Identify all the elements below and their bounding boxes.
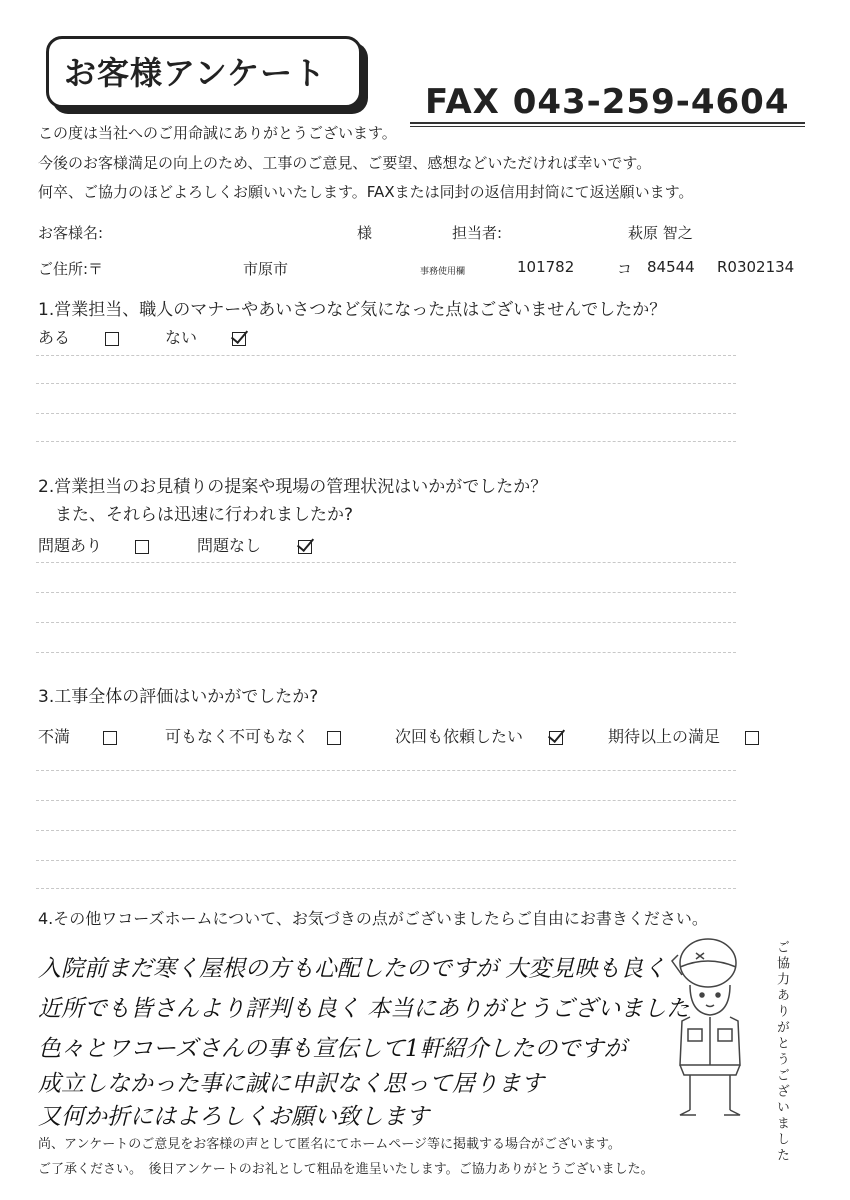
answer-line [36, 888, 736, 889]
question-3: 3.工事全体の評価はいかがでしたか? [38, 687, 319, 707]
answer-line [36, 592, 736, 593]
q3-checkbox-request-again[interactable] [549, 727, 563, 746]
answer-line [36, 622, 736, 623]
answer-line [36, 441, 736, 442]
q1-checkbox-no[interactable] [232, 328, 246, 347]
q3-option-label: 不満 [38, 727, 71, 746]
q1-checkbox-yes[interactable] [105, 328, 119, 347]
footer-line-1: 尚、アンケートのご意見をお客様の声として匿名にてホームページ等に掲載する場合がございます。 [38, 1137, 621, 1152]
answer-line [36, 860, 736, 861]
customer-name-label: お客様名: [38, 224, 104, 242]
q3-option-label: 可もなく不可もなく [165, 727, 310, 746]
intro-line-1: この度は当社へのご用命誠にありがとうございます。 [38, 124, 397, 142]
question-1: 1.営業担当、職人のマナーやあいさつなど気になった点はございませんでしたか？ [38, 300, 667, 320]
office-use-label: 事務使用欄 [420, 267, 466, 277]
q3-checkbox-exceeded[interactable] [745, 727, 759, 746]
question-4: 4.その他ワコーズホームについて、お気づきの点がございましたらご自由にお書きください。 [38, 909, 708, 928]
intro-line-3: 何卒、ご協力のほどよろしくお願いいたします。FAXまたは同封の返信用封筒にて返送願います。 [38, 183, 694, 201]
answer-line [36, 770, 736, 771]
address-label: ご住所:〒 [38, 260, 104, 278]
honorific: 様 [357, 224, 373, 242]
intro-line-2: 今後のお客様満足の向上のため、工事のご意見、ご要望、感想などいただければ幸いです。 [38, 154, 652, 172]
q3-option-label: 次回も依頼したい [395, 727, 524, 746]
thanks-vertical: ご協力ありがとうございました [774, 940, 789, 1164]
question-2-sub: また、それらは迅速に行われましたか? [55, 505, 354, 525]
q3-checkbox-neutral[interactable] [327, 727, 341, 746]
office-code-1: 101782 [517, 258, 575, 276]
footer-line-2: ご了承ください。 後日アンケートのお礼として粗品を進呈いたします。ご協力ありがとうございました。 [38, 1162, 654, 1177]
fax-underline-thin [410, 126, 805, 127]
answer-line [36, 800, 736, 801]
handwritten-line-4: 成立しなかった事に誠に申訳なく思って居ります [38, 1071, 544, 1097]
handwritten-line-2: 近所でも皆さんより評判も良く 本当にありがとうございました [38, 996, 690, 1022]
q2-option-label: 問題あり [38, 536, 103, 555]
staff-label: 担当者: [452, 224, 503, 242]
answer-line [36, 413, 736, 414]
q3-option-label: 期待以上の満足 [608, 727, 721, 746]
answer-line [36, 355, 736, 356]
handwritten-line-3: 色々とワコーズさんの事も宣伝して1軒紹介したのですが [38, 1036, 627, 1062]
q1-option-label: ある [38, 328, 71, 347]
staff-name: 萩原 智之 [628, 224, 693, 242]
answer-line [36, 562, 736, 563]
worker-illustration [660, 925, 760, 1125]
answer-line [36, 652, 736, 653]
page-title: お客様アンケート [64, 54, 327, 92]
fax-underline [410, 122, 805, 124]
q3-checkbox-dissatisfied[interactable] [103, 727, 117, 746]
q2-checkbox-no-problem[interactable] [298, 536, 312, 555]
answer-line [36, 830, 736, 831]
handwritten-line-1: 入院前まだ寒く屋根の方も心配したのですが 大変見映も良く [38, 956, 667, 982]
handwritten-line-5: 又何か折にはよろしくお願い致します [38, 1104, 429, 1130]
q2-option-label: 問題なし [197, 536, 262, 555]
office-code-2: 84544 [647, 258, 695, 276]
q2-checkbox-problem[interactable] [135, 536, 149, 555]
fax-number: FAX 043-259-4604 [425, 82, 790, 122]
office-code-3: R0302134 [717, 258, 795, 276]
office-code-mark: コ [617, 260, 633, 278]
answer-line [36, 383, 736, 384]
address-city: 市原市 [243, 260, 289, 278]
q1-option-label: ない [165, 328, 198, 347]
question-2: 2.営業担当のお見積りの提案や現場の管理状況はいかがでしたか？ [38, 477, 548, 497]
